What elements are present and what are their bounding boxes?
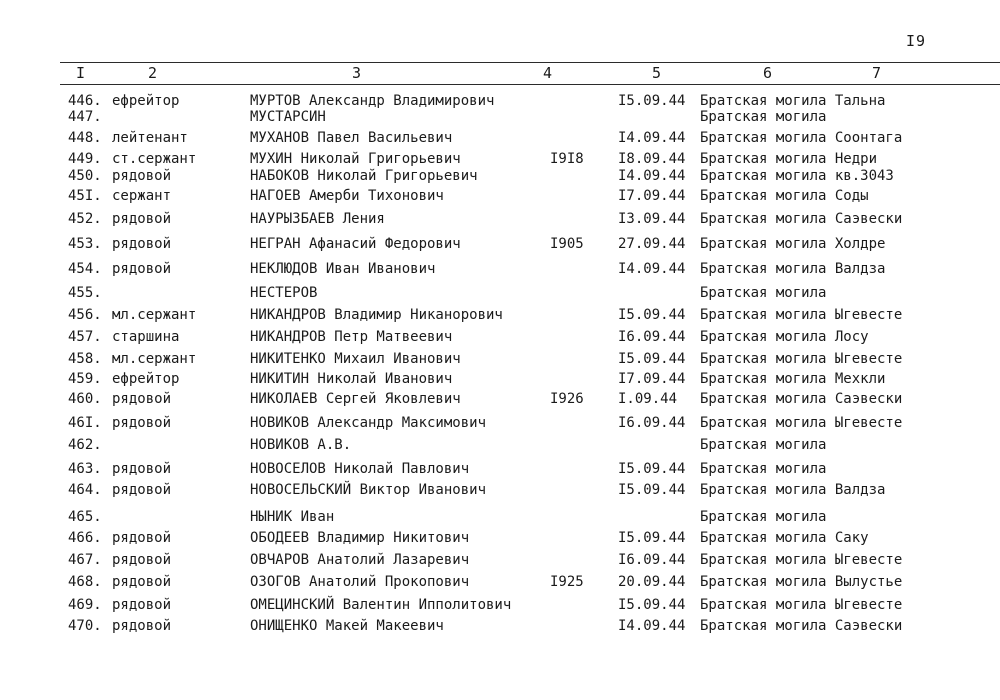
row-rank: ефрейтор xyxy=(112,371,180,387)
table-row xyxy=(0,211,1000,231)
row-number: 465. xyxy=(68,509,102,525)
row-rank: мл.сержант xyxy=(112,307,197,323)
row-death-date: I5.09.44 xyxy=(618,530,686,546)
row-burial-place: Братская могила Ыгевесте xyxy=(700,307,903,323)
header-rule-bottom xyxy=(60,84,1000,85)
row-number: 460. xyxy=(68,391,102,407)
row-rank: ст.сержант xyxy=(112,151,197,167)
row-rank: рядовой xyxy=(112,574,172,590)
row-rank: рядовой xyxy=(112,530,172,546)
row-name: МУСТАРСИН xyxy=(250,109,326,125)
row-birth-year: I9I8 xyxy=(550,151,584,167)
row-burial-place: Братская могила Саэвески xyxy=(700,618,903,634)
row-name: НОВИКОВ А.В. xyxy=(250,437,352,453)
row-rank: рядовой xyxy=(112,618,172,634)
row-burial-place: Братская могила Ыгевесте xyxy=(700,597,903,613)
row-name: НОВОСЕЛОВ Николай Павлович xyxy=(250,461,470,477)
row-name: НИКИТЕНКО Михаил Иванович xyxy=(250,351,461,367)
row-name: НЕКЛЮДОВ Иван Иванович xyxy=(250,261,436,277)
row-birth-year: I926 xyxy=(550,391,584,407)
row-name: НЕГРАН Афанасий Федорович xyxy=(250,236,461,252)
row-birth-year: I925 xyxy=(550,574,584,590)
row-burial-place: Братская могила Тальна xyxy=(700,93,886,109)
row-rank: ефрейтор xyxy=(112,93,180,109)
column-header-7: 7 xyxy=(872,64,882,82)
table-row xyxy=(0,168,1000,188)
row-number: 469. xyxy=(68,597,102,613)
row-number: 470. xyxy=(68,618,102,634)
row-name: ОБОДЕЕВ Владимир Никитович xyxy=(250,530,470,546)
row-number: 446. xyxy=(68,93,102,109)
row-burial-place: Братская могила Ыгевесте xyxy=(700,552,903,568)
row-rank: сержант xyxy=(112,188,172,204)
row-death-date: I5.09.44 xyxy=(618,307,686,323)
row-number: 46I. xyxy=(68,415,102,431)
row-name: ОЗОГОВ Анатолий Прокопович xyxy=(250,574,470,590)
row-number: 468. xyxy=(68,574,102,590)
row-number: 450. xyxy=(68,168,102,184)
table-row xyxy=(0,509,1000,529)
row-death-date: I5.09.44 xyxy=(618,597,686,613)
table-row xyxy=(0,618,1000,638)
row-rank: рядовой xyxy=(112,552,172,568)
row-name: НЫНИК Иван xyxy=(250,509,335,525)
row-rank: рядовой xyxy=(112,236,172,252)
row-number: 459. xyxy=(68,371,102,387)
row-burial-place: Братская могила Саэвески xyxy=(700,211,903,227)
column-header-3: 3 xyxy=(352,64,362,82)
row-burial-place: Братская могила xyxy=(700,437,827,453)
table-row xyxy=(0,351,1000,371)
row-name: НИКИТИН Николай Иванович xyxy=(250,371,453,387)
column-header-1: I xyxy=(76,64,86,82)
row-name: МУРТОВ Александр Владимирович xyxy=(250,93,495,109)
row-rank: лейтенант xyxy=(112,130,188,146)
row-death-date: I6.09.44 xyxy=(618,552,686,568)
row-death-date: I5.09.44 xyxy=(618,461,686,477)
row-number: 447. xyxy=(68,109,102,125)
row-burial-place: Братская могила Саэвески xyxy=(700,391,903,407)
row-rank: рядовой xyxy=(112,391,172,407)
row-death-date: I4.09.44 xyxy=(618,261,686,277)
row-death-date: 27.09.44 xyxy=(618,236,686,252)
row-burial-place: Братская могила xyxy=(700,109,827,125)
row-name: НИКАНДРОВ Петр Матвеевич xyxy=(250,329,453,345)
table-row xyxy=(0,261,1000,281)
row-name: НИКАНДРОВ Владимир Никанорович xyxy=(250,307,503,323)
row-burial-place: Братская могила Недри xyxy=(700,151,878,167)
row-name: НАГОЕВ Амерби Тихонович xyxy=(250,188,444,204)
row-number: 452. xyxy=(68,211,102,227)
row-number: 467. xyxy=(68,552,102,568)
table-row xyxy=(0,285,1000,305)
row-name: МУХАНОВ Павел Васильевич xyxy=(250,130,453,146)
row-number: 466. xyxy=(68,530,102,546)
column-header-6: 6 xyxy=(763,64,773,82)
row-burial-place: Братская могила кв.3043 xyxy=(700,168,894,184)
row-name: НАУРЫЗБАЕВ Ления xyxy=(250,211,385,227)
table-row xyxy=(0,482,1000,502)
row-death-date: I6.09.44 xyxy=(618,329,686,345)
row-number: 454. xyxy=(68,261,102,277)
row-rank: рядовой xyxy=(112,168,172,184)
table-row xyxy=(0,236,1000,256)
row-death-date: I3.09.44 xyxy=(618,211,686,227)
table-row xyxy=(0,130,1000,150)
row-name: НАБОКОВ Николай Григорьевич xyxy=(250,168,478,184)
row-burial-place: Братская могила Мехкли xyxy=(700,371,886,387)
row-number: 458. xyxy=(68,351,102,367)
table-row xyxy=(0,597,1000,617)
table-row xyxy=(0,437,1000,457)
row-number: 457. xyxy=(68,329,102,345)
row-rank: мл.сержант xyxy=(112,351,197,367)
table-row xyxy=(0,307,1000,327)
row-burial-place: Братская могила Валдза xyxy=(700,261,886,277)
table-row xyxy=(0,109,1000,129)
row-death-date: 20.09.44 xyxy=(618,574,686,590)
row-number: 449. xyxy=(68,151,102,167)
row-birth-year: I905 xyxy=(550,236,584,252)
row-death-date: I4.09.44 xyxy=(618,168,686,184)
row-death-date: I.09.44 xyxy=(618,391,678,407)
row-name: ОНИЩЕНКО Макей Макеевич xyxy=(250,618,444,634)
row-death-date: I4.09.44 xyxy=(618,130,686,146)
row-name: МУХИН Николай Григорьевич xyxy=(250,151,461,167)
row-burial-place: Братская могила Саку xyxy=(700,530,869,546)
table-row xyxy=(0,391,1000,411)
row-death-date: I7.09.44 xyxy=(618,371,686,387)
row-rank: рядовой xyxy=(112,482,172,498)
row-burial-place: Братская могила Ыгевесте xyxy=(700,415,903,431)
row-rank: рядовой xyxy=(112,261,172,277)
row-number: 45I. xyxy=(68,188,102,204)
row-number: 462. xyxy=(68,437,102,453)
table-row xyxy=(0,329,1000,349)
table-row xyxy=(0,552,1000,572)
row-death-date: I6.09.44 xyxy=(618,415,686,431)
row-rank: рядовой xyxy=(112,461,172,477)
row-rank: рядовой xyxy=(112,211,172,227)
row-burial-place: Братская могила Соонтага xyxy=(700,130,903,146)
row-rank: рядовой xyxy=(112,597,172,613)
row-death-date: I5.09.44 xyxy=(618,93,686,109)
row-name: НОВИКОВ Александр Максимович xyxy=(250,415,487,431)
row-burial-place: Братская могила xyxy=(700,509,827,525)
page-number: I9 xyxy=(906,32,927,50)
row-burial-place: Братская могила Лосу xyxy=(700,329,869,345)
row-number: 453. xyxy=(68,236,102,252)
column-header-2: 2 xyxy=(148,64,158,82)
row-death-date: I7.09.44 xyxy=(618,188,686,204)
row-burial-place: Братская могила Холдре xyxy=(700,236,886,252)
column-header-4: 4 xyxy=(543,64,553,82)
row-burial-place: Братская могила Валдза xyxy=(700,482,886,498)
row-death-date: I5.09.44 xyxy=(618,351,686,367)
row-number: 463. xyxy=(68,461,102,477)
row-rank: старшина xyxy=(112,329,180,345)
row-burial-place: Братская могила Вылустье xyxy=(700,574,903,590)
table-row xyxy=(0,188,1000,208)
row-name: НОВОСЕЛЬСКИЙ Виктор Иванович xyxy=(250,482,487,498)
row-name: ОМЕЦИНСКИЙ Валентин Ипполитович xyxy=(250,597,512,613)
table-row xyxy=(0,371,1000,391)
row-death-date: I5.09.44 xyxy=(618,482,686,498)
row-number: 456. xyxy=(68,307,102,323)
row-number: 464. xyxy=(68,482,102,498)
header-rule-top xyxy=(60,62,1000,63)
table-row xyxy=(0,461,1000,481)
table-row xyxy=(0,415,1000,435)
row-death-date: I8.09.44 xyxy=(618,151,686,167)
row-burial-place: Братская могила xyxy=(700,285,827,301)
row-number: 455. xyxy=(68,285,102,301)
row-name: НИКОЛАЕВ Сергей Яковлевич xyxy=(250,391,461,407)
row-death-date: I4.09.44 xyxy=(618,618,686,634)
table-row xyxy=(0,530,1000,550)
row-burial-place: Братская могила xyxy=(700,461,827,477)
row-number: 448. xyxy=(68,130,102,146)
column-header-5: 5 xyxy=(652,64,662,82)
row-name: ОВЧАРОВ Анатолий Лазаревич xyxy=(250,552,470,568)
row-rank: рядовой xyxy=(112,415,172,431)
row-burial-place: Братская могила Соды xyxy=(700,188,869,204)
row-burial-place: Братская могила Ыгевесте xyxy=(700,351,903,367)
row-name: НЕСТЕРОВ xyxy=(250,285,318,301)
table-row xyxy=(0,574,1000,594)
